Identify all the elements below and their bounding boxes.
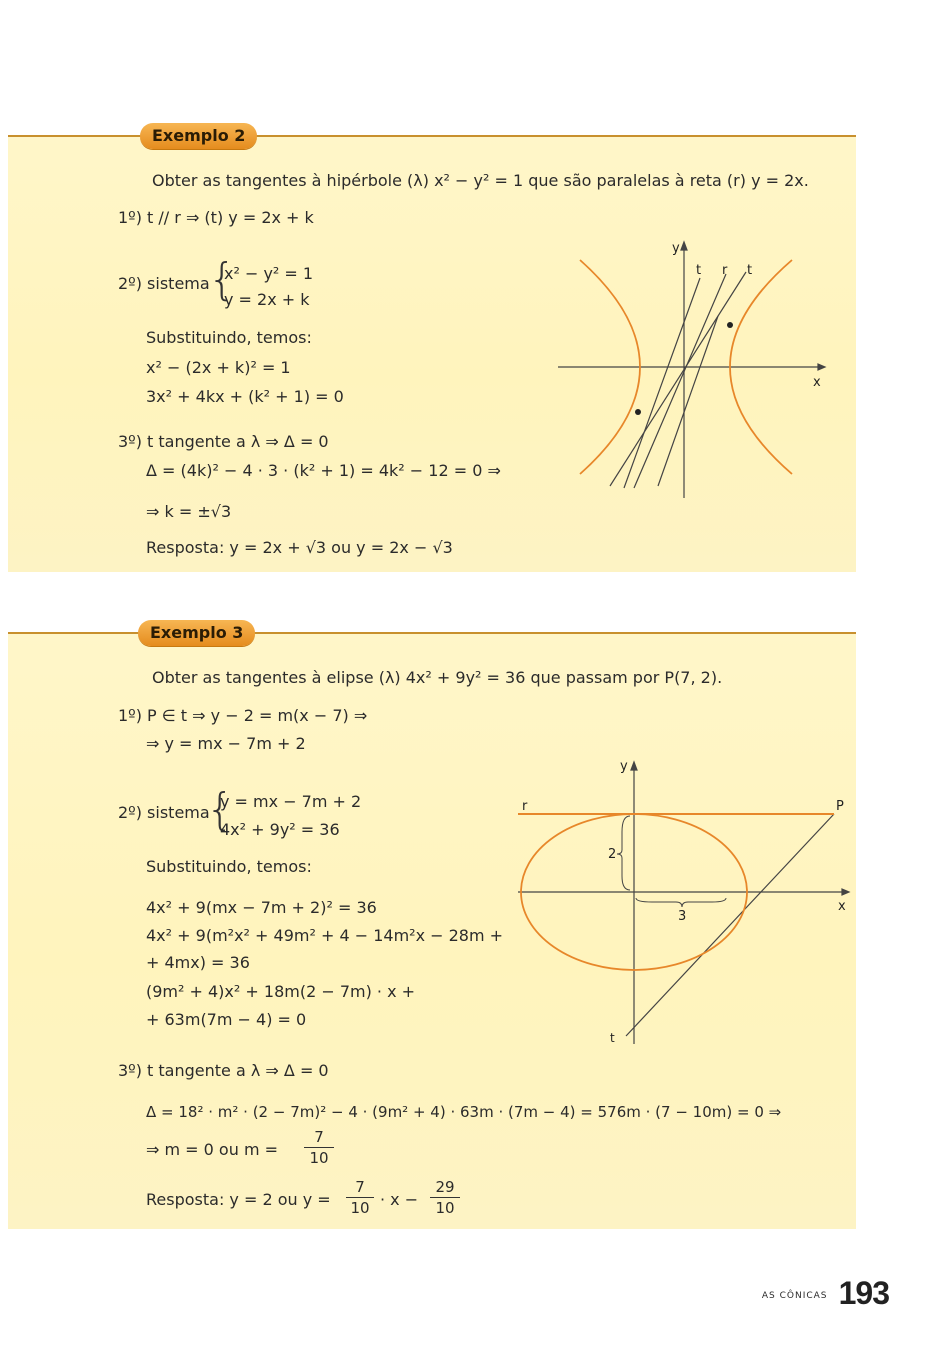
example3-step3: 3º) t tangente a λ ⇒ Δ = 0 — [118, 1061, 329, 1080]
ellipse-y-arrow — [631, 762, 637, 770]
tangent-line-t — [626, 814, 834, 1036]
ellipse-x-arrow — [842, 889, 849, 895]
example2-step2-eq2: y = 2x + k — [224, 290, 310, 309]
example2-statement: Obter as tangentes à hipérbole (λ) x² − y² = 1 que são paralelas à reta (r) y = 2x. — [152, 171, 809, 190]
ellipse-figure — [512, 752, 857, 1048]
example3-answer-fraction2 — [430, 1178, 460, 1217]
line-r — [634, 274, 726, 488]
example3-brace: { — [206, 784, 234, 835]
example2-step3: 3º) t tangente a λ ⇒ Δ = 0 — [118, 432, 329, 451]
example2-answer: Resposta: y = 2x + √3 ou y = 2x − √3 — [146, 538, 453, 557]
example2-line1: x² − (2x + k)² = 1 — [146, 358, 291, 377]
brace-2 — [617, 816, 630, 890]
example2-step1: 1º) t // r ⇒ (t) y = 2x + k — [118, 208, 314, 227]
answer-frac2-den: 10 — [435, 1199, 455, 1217]
ellipse-semi-axis-3: 3 — [678, 909, 687, 924]
ellipse-t-label: t — [610, 1031, 615, 1045]
tangent-point-upper — [727, 322, 733, 328]
page-footer — [762, 1275, 889, 1312]
example3-subst: Substituindo, temos: — [146, 857, 312, 876]
example3-delta: Δ = 18² · m² · (2 − 7m)² − 4 · (9m² + 4) · 63m · (7m − 4) = 576m · (7 − 10m) = 0 ⇒ — [146, 1103, 782, 1121]
example3-step2-label: 2º) sistema — [118, 803, 210, 822]
ellipse-r-label: r — [522, 799, 528, 814]
footer-section: AS CÔNICAS — [761, 1291, 828, 1301]
answer-frac1-den: 10 — [350, 1199, 370, 1217]
example2-k: ⇒ k = ±√3 — [146, 502, 232, 521]
tangent-line-upper — [610, 272, 746, 486]
example3-l2: 4x² + 9(m²x² + 49m² + 4 − 14m²x − 28m + — [146, 926, 504, 945]
example3-statement: Obter as tangentes à elipse (λ) 4x² + 9y² = 36 que passam por P(7, 2). — [152, 668, 723, 687]
ellipse-p-label: P — [836, 799, 844, 814]
example2-subst: Substituindo, temos: — [146, 328, 312, 347]
hyperbola-figure — [550, 236, 840, 506]
example3-rule — [8, 632, 856, 634]
tangent-point-lower — [635, 409, 641, 415]
hyperbola-t1-label: t — [696, 263, 702, 278]
hyperbola-t2-label: t — [747, 263, 753, 278]
example3-l1: 4x² + 9(mx − 7m + 2)² = 36 — [146, 898, 377, 917]
tangent-line-lower — [624, 278, 700, 488]
ellipse-x-label: x — [838, 899, 846, 914]
example3-l3: + 4mx) = 36 — [146, 953, 250, 972]
answer-frac2-num: 29 — [435, 1178, 455, 1196]
hyperbola-x-arrow — [818, 364, 825, 370]
m-fraction-num: 7 — [314, 1128, 324, 1146]
example3-step2-eq2: 4x² + 9y² = 36 — [220, 820, 340, 839]
example2-step2-eq1: x² − y² = 1 — [224, 264, 314, 283]
ellipse-semi-axis-2: 2 — [608, 847, 617, 862]
example3-step1b: ⇒ y = mx − 7m + 2 — [146, 734, 306, 753]
hyperbola-y-arrow — [681, 242, 687, 250]
example3-answer-fraction1 — [346, 1178, 374, 1217]
example2-rule — [8, 135, 856, 137]
brace-3 — [636, 898, 726, 907]
example3-m-fraction — [304, 1128, 334, 1167]
m-fraction-den: 10 — [309, 1149, 329, 1167]
example3-l4: (9m² + 4)x² + 18m(2 − 7m) · x + — [146, 982, 416, 1001]
answer-frac1-num: 7 — [355, 1178, 365, 1196]
example3-l5: + 63m(7m − 4) = 0 — [146, 1010, 307, 1029]
example3-answer-mid: · x − — [380, 1190, 419, 1209]
hyperbola-x-label: x — [813, 375, 821, 390]
page-number: 193 — [838, 1275, 889, 1311]
example2-delta: Δ = (4k)² − 4 · 3 · (k² + 1) = 4k² − 12 = 0 ⇒ — [146, 461, 501, 480]
ellipse-y-label: y — [620, 759, 628, 774]
example3-step2-eq1: y = mx − 7m + 2 — [220, 792, 362, 811]
example3-answer-prefix: Resposta: y = 2 ou y = — [146, 1190, 331, 1209]
hyperbola-r-label: r — [722, 263, 728, 278]
example2-line2: 3x² + 4kx + (k² + 1) = 0 — [146, 387, 344, 406]
hyperbola-y-label: y — [672, 241, 680, 256]
example3-badge: Exemplo 3 — [138, 620, 255, 646]
example2-step2-label: 2º) sistema — [118, 274, 210, 293]
example3-m-prefix: ⇒ m = 0 ou m = — [146, 1140, 279, 1159]
example2-brace: { — [208, 254, 236, 305]
example3-step1a: 1º) P ∈ t ⇒ y − 2 = m(x − 7) ⇒ — [118, 706, 368, 725]
example2-badge: Exemplo 2 — [140, 123, 257, 149]
line-r-2 — [658, 316, 718, 486]
